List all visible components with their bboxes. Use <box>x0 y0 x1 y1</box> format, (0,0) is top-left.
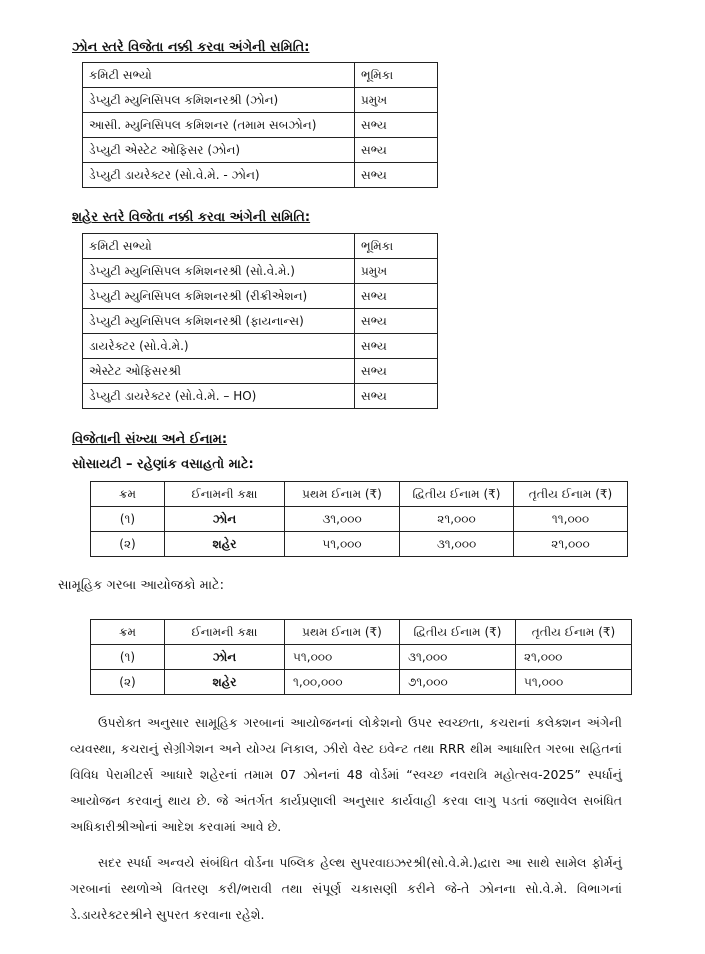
role-cell: સભ્ય <box>355 284 438 309</box>
society-prizes-table <box>90 481 628 557</box>
column-header-role: ભૂમિકા <box>355 63 438 88</box>
table-row <box>83 334 438 359</box>
second-prize-cell: ૨૧,૦૦૦ <box>400 507 514 532</box>
first-prize-cell: ૧,૦૦,૦૦૦ <box>285 670 400 695</box>
member-cell: ડેપ્યુટી મ્યુનિસિપલ કમિશનરશ્રી (સો.વે.મે.) <box>83 259 355 284</box>
role-cell: સભ્ય <box>355 113 438 138</box>
member-cell: એસ્ટેટ ઓફિસરશ્રી <box>83 359 355 384</box>
role-cell: સભ્ય <box>355 359 438 384</box>
body-paragraph-1 <box>70 710 622 840</box>
column-header-role: ભૂમિકા <box>355 234 438 259</box>
sr-cell: (૨) <box>91 532 165 557</box>
garba-prizes-table <box>90 619 632 695</box>
first-prize-cell: ૫૧,૦૦૦ <box>285 645 400 670</box>
table-row <box>83 384 438 409</box>
table-row <box>83 259 438 284</box>
table-header-row <box>91 620 632 645</box>
role-cell: સભ્ય <box>355 334 438 359</box>
garba-prizes-heading: સામૂહિક ગરબા આયોજકો માટે: <box>58 578 224 593</box>
column-header-members: કમિટી સભ્યો <box>83 63 355 88</box>
sr-cell: (૧) <box>91 645 165 670</box>
city-committee-table <box>82 233 438 409</box>
table-row <box>83 138 438 163</box>
member-cell: ડેપ્યુટી ડાયરેક્ટર (સો.વે.મે. – HO) <box>83 384 355 409</box>
table-row <box>91 670 632 695</box>
column-header-third: તૃતીય ઈનામ (₹) <box>516 620 632 645</box>
column-header-first: પ્રથમ ઈનામ (₹) <box>285 620 400 645</box>
column-header-sr: ક્રમ <box>91 620 165 645</box>
second-prize-cell: ૩૧,૦૦૦ <box>400 645 516 670</box>
member-cell: ડેપ્યુટી એસ્ટેટ ઓફિસર (ઝોન) <box>83 138 355 163</box>
table-row <box>91 507 628 532</box>
first-prize-cell: ૫૧,૦૦૦ <box>285 532 400 557</box>
third-prize-cell: ૨૧,૦૦૦ <box>516 645 632 670</box>
column-header-level: ઈનામની કક્ષા <box>165 482 285 507</box>
role-cell: સભ્ય <box>355 163 438 188</box>
member-cell: ડેપ્યુટી મ્યુનિસિપલ કમિશનરશ્રી (ફાયનાન્સ) <box>83 309 355 334</box>
table-header-row <box>83 63 438 88</box>
table-row <box>91 532 628 557</box>
level-cell: શહેર <box>165 670 285 695</box>
table-row <box>83 284 438 309</box>
paragraph-text: ઉપરોક્ત અનુસાર સામૂહિક ગરબાનાં આયોજનનાં લોકેશનો ઉપર સ્વચ્છતા, કચરાનાં કલેક્શન અંગેની વ્યવસ્થા, કચરાનું સેગ્રીગેશન અને યોગ્ય નિકાલ, ઝીરો વેસ્ટ ઇવેન્ટ તથા RRR થીમ આધારિત ગરબા સહિતનાં વિવિધ પેરામીટર્સ આધારે શહેરનાં તમામ 07 ઝોનનાં 48 વોર્ડમાં “સ્વચ્છ નવરાત્રિ મહોત્સવ-2025” સ્પર્ધાનું આયોજન કરવાનું થાય છે. જે અંતર્ગત કાર્યપ્રણાલી અનુસાર કાર્યવાહી કરવા લાગુ પડતાં જણાવેલ સબંધિત અધિકારીશ્રીઓનાં આદેશ કરવામાં આવે છે. <box>70 715 622 834</box>
table-row <box>91 645 632 670</box>
table-header-row <box>83 234 438 259</box>
role-cell: પ્રમુખ <box>355 88 438 113</box>
column-header-third: તૃતીય ઈનામ (₹) <box>514 482 628 507</box>
table-row <box>83 113 438 138</box>
third-prize-cell: ૨૧,૦૦૦ <box>514 532 628 557</box>
body-paragraph-2 <box>70 850 622 928</box>
third-prize-cell: ૧૧,૦૦૦ <box>514 507 628 532</box>
sr-cell: (૨) <box>91 670 165 695</box>
column-header-level: ઈનામની કક્ષા <box>165 620 285 645</box>
role-cell: પ્રમુખ <box>355 259 438 284</box>
column-header-second: દ્વિતીય ઈનામ (₹) <box>400 482 514 507</box>
third-prize-cell: ૫૧,૦૦૦ <box>516 670 632 695</box>
column-header-second: દ્વિતીય ઈનામ (₹) <box>400 620 516 645</box>
table-header-row <box>91 482 628 507</box>
level-cell: ઝોન <box>165 507 285 532</box>
society-prizes-heading: સોસાયટી – રહેણાંક વસાહતો માટે: <box>72 457 254 472</box>
member-cell: ડાયરેક્ટર (સો.વે.મે.) <box>83 334 355 359</box>
column-header-sr: ક્રમ <box>91 482 165 507</box>
table-row <box>83 309 438 334</box>
table-row <box>83 359 438 384</box>
role-cell: સભ્ય <box>355 138 438 163</box>
column-header-members: કમિટી સભ્યો <box>83 234 355 259</box>
second-prize-cell: ૩૧,૦૦૦ <box>400 532 514 557</box>
table-row <box>83 163 438 188</box>
level-cell: શહેર <box>165 532 285 557</box>
member-cell: આસી. મ્યુનિસિપલ કમિશનર (તમામ સબઝોન) <box>83 113 355 138</box>
paragraph-text: સદર સ્પર્ધા અન્વયે સંબંધિત વોર્ડના પબ્લિક હેલ્થ સુપરવાઇઝરશ્રી(સો.વે.મે.)દ્વારા આ સાથે સામેલ ફોર્મનું ગરબાનાં સ્થળોએ વિતરણ કરી/ભરાવી તથા સંપૂર્ણ ચકાસણી કરીને જે-તે ઝોનના સો.વે.મે. વિભાગનાં ડે.ડાયરેક્ટરશ્રીને સુપરત કરવાના રહેશે. <box>70 855 622 922</box>
city-committee-heading: શહેર સ્તરે વિજેતા નક્કી કરવા અંગેની સમિતિ: <box>72 210 311 225</box>
second-prize-cell: ૭૧,૦૦૦ <box>400 670 516 695</box>
zone-committee-table <box>82 62 438 188</box>
zone-committee-heading: ઝોન સ્તરે વિજેતા નક્કી કરવા અંગેની સમિતિ: <box>72 40 310 55</box>
member-cell: ડેપ્યુટી મ્યુનિસિપલ કમિશનરશ્રી (રીક્રીએશન) <box>83 284 355 309</box>
member-cell: ડેપ્યુટી ડાયરેક્ટર (સો.વે.મે. - ઝોન) <box>83 163 355 188</box>
table-row <box>83 88 438 113</box>
first-prize-cell: ૩૧,૦૦૦ <box>285 507 400 532</box>
role-cell: સભ્ય <box>355 384 438 409</box>
sr-cell: (૧) <box>91 507 165 532</box>
level-cell: ઝોન <box>165 645 285 670</box>
member-cell: ડેપ્યુટી મ્યુનિસિપલ કમિશનરશ્રી (ઝોન) <box>83 88 355 113</box>
prizes-heading: વિજેતાની સંખ્યા અને ઈનામ: <box>72 432 228 447</box>
role-cell: સભ્ય <box>355 309 438 334</box>
column-header-first: પ્રથમ ઈનામ (₹) <box>285 482 400 507</box>
